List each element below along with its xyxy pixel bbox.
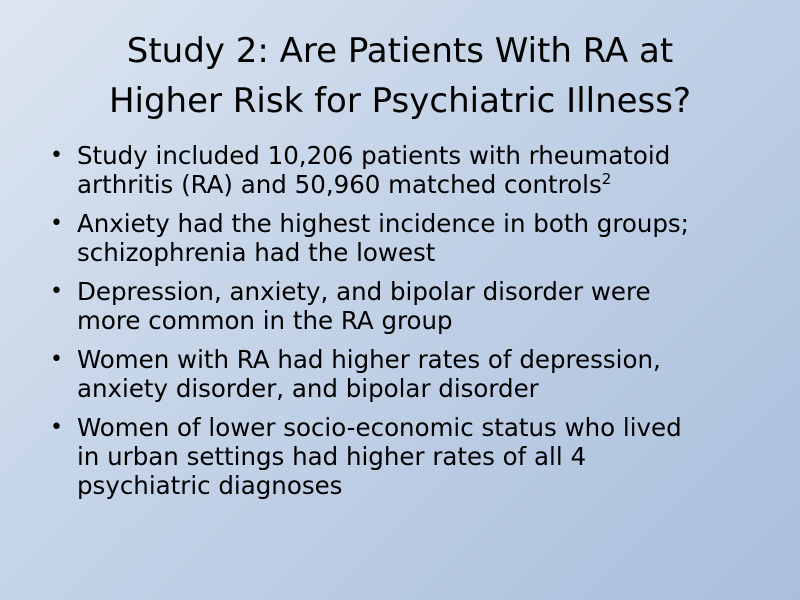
- bullet-dot-icon: •: [50, 279, 63, 304]
- bullet-line: Depression, anxiety, and bipolar disorder were: [77, 277, 651, 306]
- slide-title-line-1: Study 2: Are Patients With RA at: [126, 31, 674, 71]
- bullet-line: Women with RA had higher rates of depression,: [77, 345, 661, 374]
- bullet-text: [77, 345, 768, 403]
- bullet-text: [77, 141, 768, 199]
- bullet-dot-icon: •: [50, 211, 63, 236]
- bullet-text: [77, 277, 768, 335]
- bullet-line: psychiatric diagnoses: [77, 471, 343, 500]
- bullet-item: [48, 209, 768, 267]
- bullet-line-with-citation: [77, 170, 768, 199]
- bullet-dot-icon: •: [50, 143, 63, 168]
- bullet-item: [48, 345, 768, 403]
- citation-superscript: 2: [601, 170, 612, 188]
- bullet-item: [48, 141, 768, 199]
- bullet-text: [77, 209, 768, 267]
- slide-title-line-2: Higher Risk for Psychiatric Illness?: [108, 81, 692, 121]
- bullet-line: schizophrenia had the lowest: [77, 238, 436, 267]
- bullet-line: Women of lower socio-economic status who lived: [77, 413, 682, 442]
- bullet-item: [48, 413, 768, 500]
- bullet-line: in urban settings had higher rates of all 4: [77, 442, 587, 471]
- bullet-line: Anxiety had the highest incidence in both groups;: [77, 209, 689, 238]
- bullet-line: arthritis (RA) and 50,960 matched controls: [77, 170, 602, 199]
- bullet-dot-icon: •: [50, 347, 63, 372]
- bullet-item: [48, 277, 768, 335]
- bullet-line: Study included 10,206 patients with rheumatoid: [77, 141, 671, 170]
- slide-title: [40, 26, 760, 126]
- bullet-line: more common in the RA group: [77, 306, 453, 335]
- bullet-dot-icon: •: [50, 415, 63, 440]
- bullet-line: anxiety disorder, and bipolar disorder: [77, 374, 539, 403]
- bullet-list: [48, 141, 768, 510]
- bullet-text: [77, 413, 768, 500]
